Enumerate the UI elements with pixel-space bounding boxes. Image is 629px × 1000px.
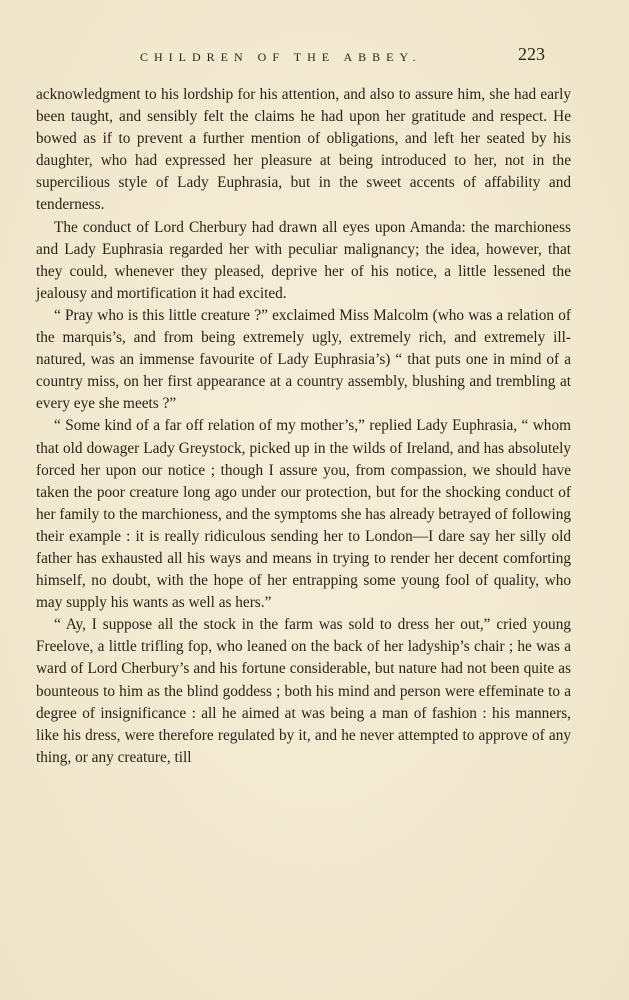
paragraph: “ Pray who is this little creature ?” exclaimed Miss Malcolm (who was a relation of the marquis’s, and from being extremely ugly, extremely rich, and extremely ill-natured, was an immense favourite of Lady Euphrasia’s) “ that puts one in mind of a country miss, on her first appearance at a country assembly, blushing and trembling at every eye she meets ?”: [36, 306, 571, 413]
paragraph: acknowledgment to his lordship for his attention, and also to assure him, she had early been taught, and sensibly felt the claims he had upon her gratitude and respect. He bowed as if to prevent a further mention of obligations, and left her seated by his daughter, who had expressed her pleasure at being introduced to her, not in the supercilious style of Lady Euphrasia, but in the sweet accents of affability and tenderness.: [36, 86, 571, 214]
paragraph: The conduct of Lord Cherbury had drawn all eyes upon Amanda: the marchioness and Lady Euphrasia regarded her with peculiar malignancy; the idea, however, that they could, whenever they pleased, deprive her of his notice, a little lessened the jealousy and mortification it had excited.: [36, 218, 571, 302]
body-text: [36, 84, 571, 769]
running-title: CHILDREN OF THE ABBEY.: [140, 50, 422, 64]
paragraph: “ Ay, I suppose all the stock in the farm was sold to dress her out,” cried young Freelove, a little trifling fop, who leaned on the back of her ladyship’s chair ; he was a ward of Lord Cherbury’s and his fortune considerable, but nature had not been quite as bounteous to him as the blind goddess ; both his mind and person were effeminate to a degree of insignificance : all he aimed at was being a man of fashion : his manners, like his dress, were therefore regulated by it, and he never attempted to approve of any thing, or any creature, till: [36, 616, 571, 766]
running-head: [0, 44, 629, 72]
page-number: 223: [518, 44, 545, 64]
paragraph: “ Some kind of a far off relation of my mother’s,” replied Lady Euphrasia, “ whom that old dowager Lady Greystock, picked up in the wilds of Ireland, and has absolutely forced her upon our notice ; though I assure you, from compassion, we should have taken the poor creature long ago under our protection, but for the shocking conduct of her family to the marchioness, and the symptoms she has already betrayed of following their example : it is really ridiculous sending her to London—I dare say her silly old father has exhausted all his ways and means in trying to render her decent comforting himself, no doubt, with the hope of her entrapping some young fool of quality, who may supply his wants as well as hers.”: [36, 417, 571, 612]
